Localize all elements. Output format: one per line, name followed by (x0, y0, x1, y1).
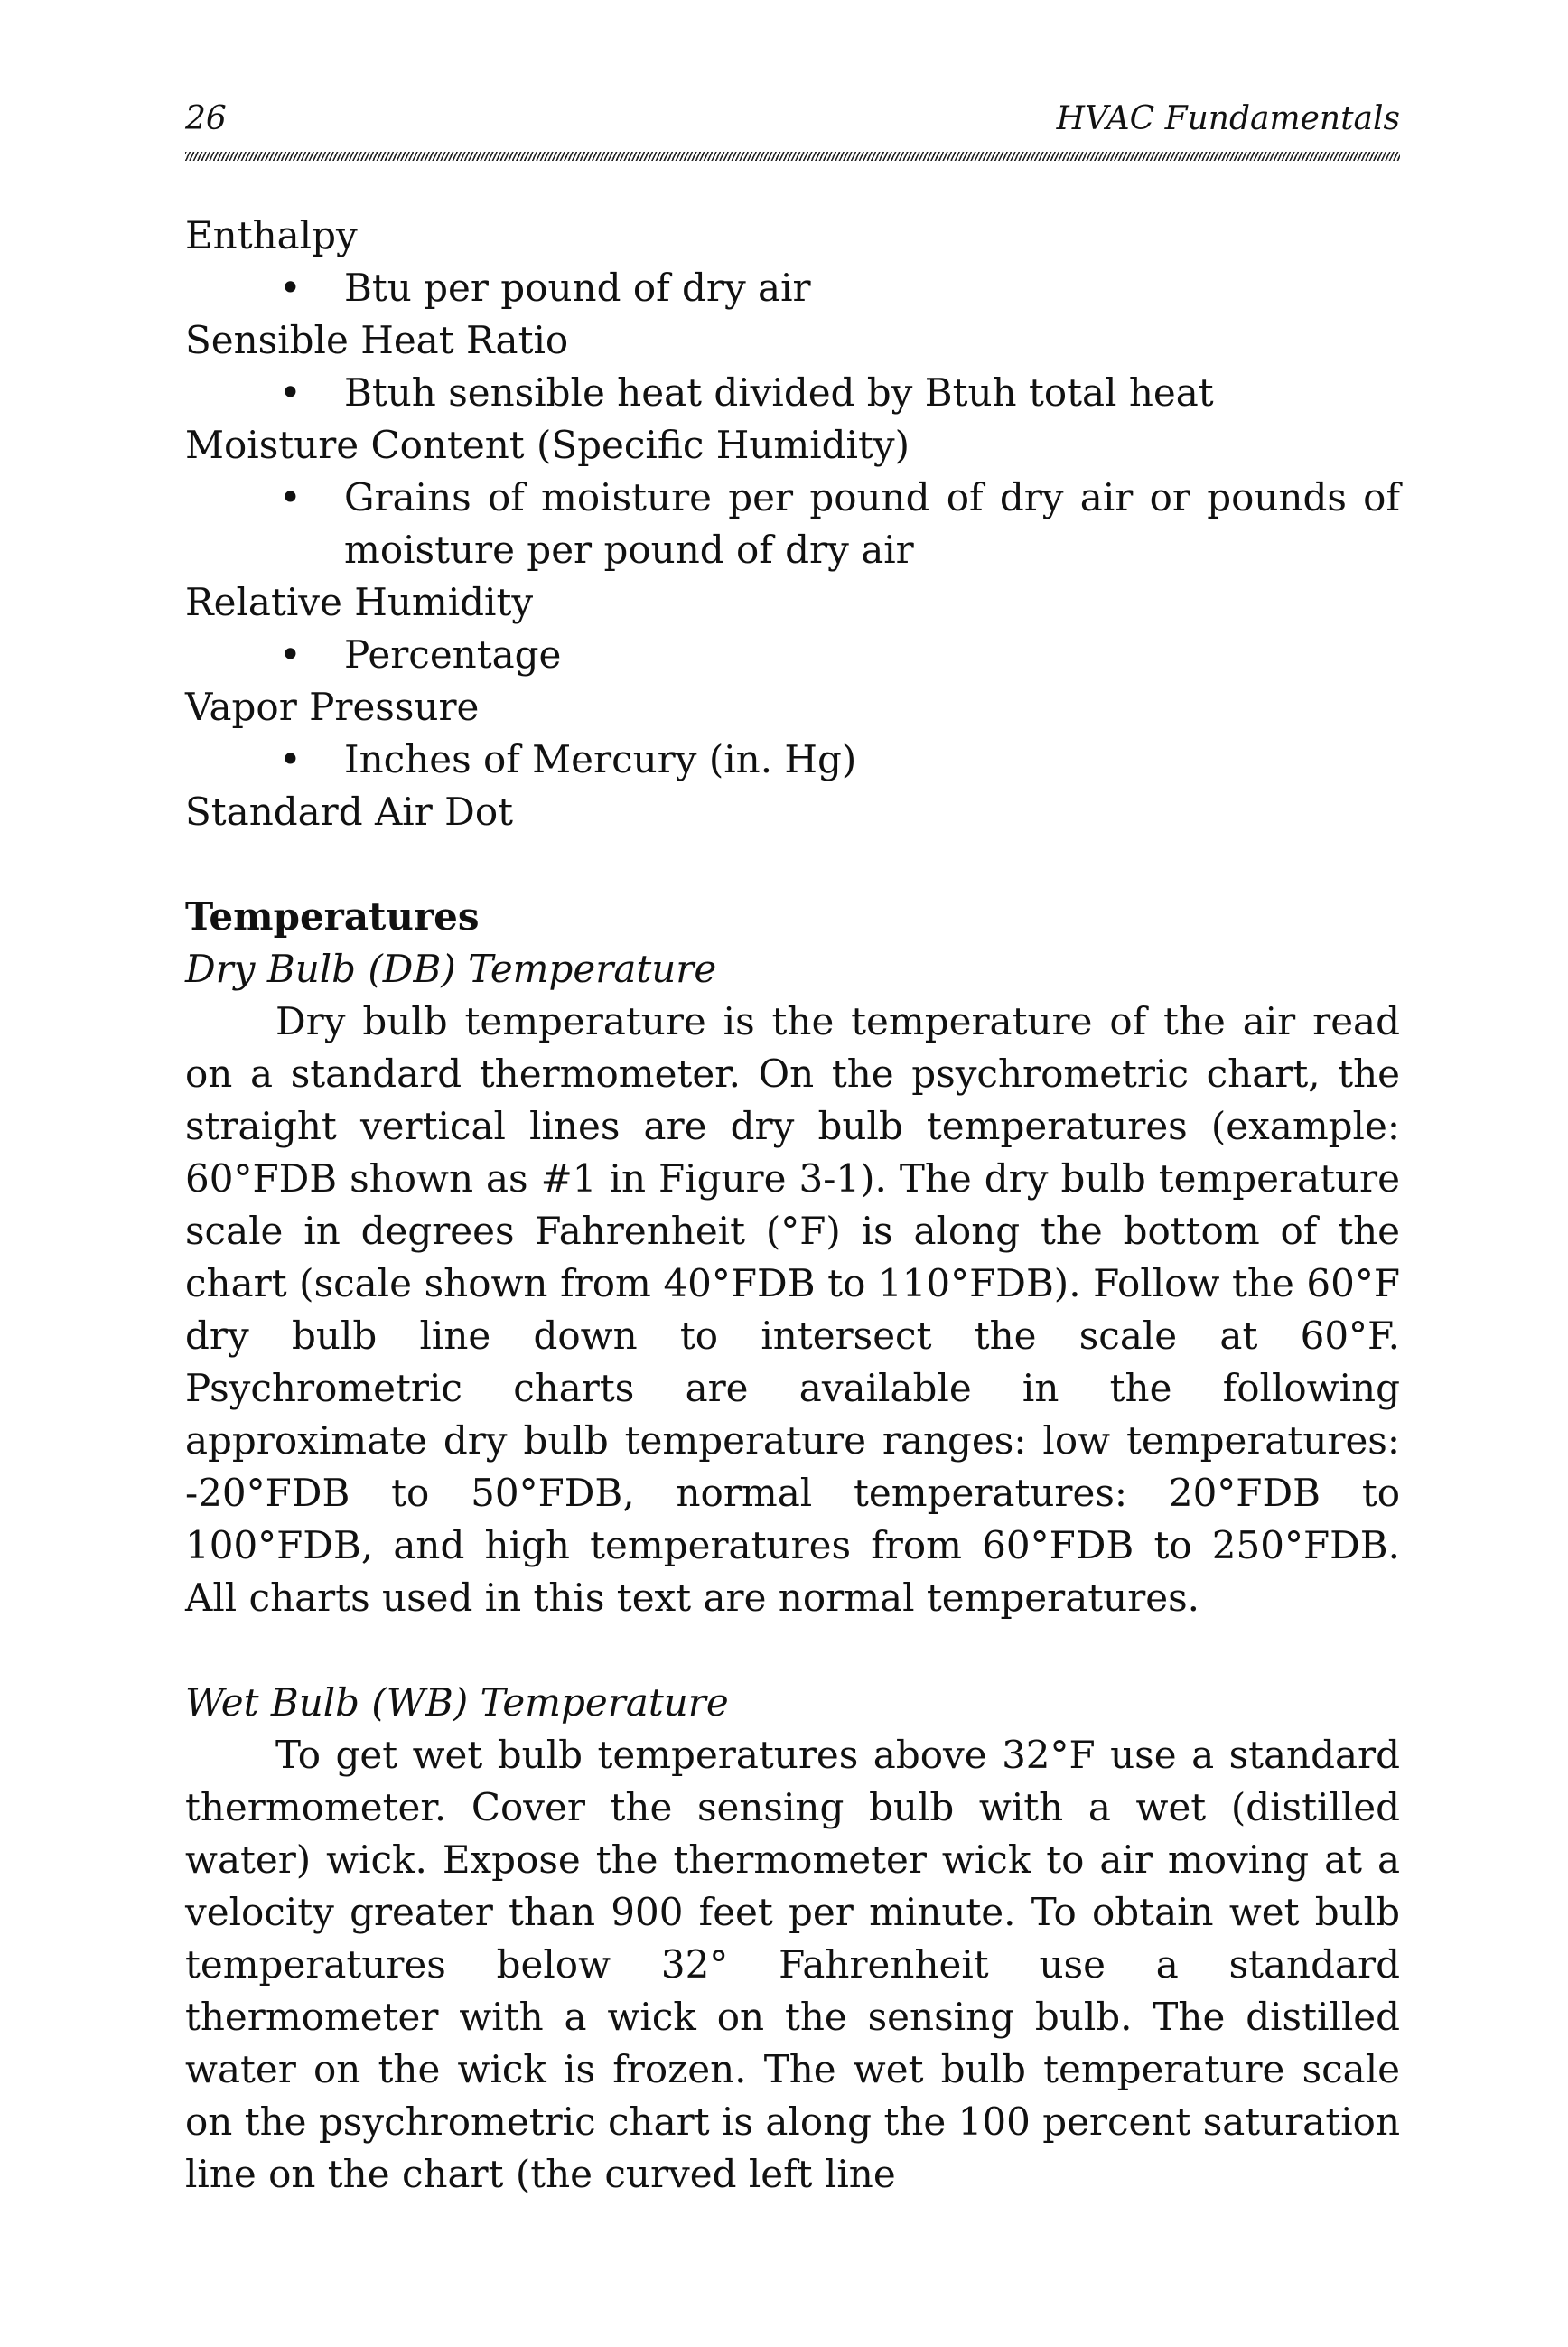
term-standard-air-dot: Standard Air Dot (185, 790, 514, 834)
subheading-wet-bulb: Wet Bulb (WB) Temperature (185, 1680, 729, 1725)
bullet-icon: • (279, 737, 302, 781)
bullet-text: Grains of moisture per pound of dry air or pounds of moisture per pound of dry air (344, 475, 1400, 572)
term-moisture-content: Moisture Content (Specific Humidity) (185, 423, 910, 467)
bullet-moisture-content (185, 472, 1400, 576)
term-enthalpy: Enthalpy (185, 213, 358, 257)
bullet-sensible-heat-ratio (185, 367, 1400, 419)
page-number: 26 (185, 100, 227, 137)
paragraph-gap (185, 1624, 1400, 1677)
bullet-icon: • (279, 632, 302, 677)
running-title: HVAC Fundamentals (1056, 100, 1400, 137)
header-rule (185, 152, 1400, 161)
bullet-text: Inches of Mercury (in. Hg) (344, 737, 857, 781)
bullet-vapor-pressure (185, 734, 1400, 786)
term-relative-humidity: Relative Humidity (185, 580, 534, 624)
page-content (185, 210, 1400, 2201)
paragraph-wet-bulb: To get wet bulb temperatures above 32°F use a standard thermometer. Cover the sensing bulb with a wet (distilled water) wick. Expose the thermometer wick to air moving at a velocity greater than 900 feet per minute. To obtain wet bulb temperatures below 32° Fahrenheit use a standard thermometer with a wick on the sensing bulb. The distilled water on the wick is frozen. The wet bulb temperature scale on the psychrometric chart is along the 100 percent saturation line on the chart (the curved left line (185, 1733, 1400, 2196)
paragraph-dry-bulb: Dry bulb temperature is the temperature of the air read on a standard thermometer. On the psychrometric chart, the straight vertical lines are dry bulb temperatures (example: 60°FDB shown as #1 in Figure 3-1). The dry bulb temperature scale in degrees Fahrenheit (°F) is along the bottom of the chart (scale shown from 40°FDB to 110°FDB). Follow the 60°F dry bulb line down to intersect the scale at 60°F. Psychrometric charts are available in the following approximate dry bulb temperature ranges: low temperatures: -20°FDB to 50°FDB, normal temperatures: 20°FDB to 100°FDB, and high temperatures from 60°FDB to 250°FDB. All charts used in this text are normal temperatures. (185, 999, 1400, 1620)
subheading-dry-bulb: Dry Bulb (DB) Temperature (185, 947, 717, 991)
bullet-text: Btuh sensible heat divided by Btuh total heat (344, 370, 1214, 415)
page-header (185, 98, 1400, 152)
term-sensible-heat-ratio: Sensible Heat Ratio (185, 318, 569, 362)
bullet-relative-humidity (185, 629, 1400, 681)
section-heading-temperatures: Temperatures (185, 894, 480, 939)
bullet-icon: • (279, 475, 302, 519)
bullet-icon: • (279, 266, 302, 310)
bullet-text: Btu per pound of dry air (344, 266, 811, 310)
bullet-icon: • (279, 370, 302, 415)
term-vapor-pressure: Vapor Pressure (185, 685, 480, 729)
bullet-enthalpy (185, 262, 1400, 314)
bullet-text: Percentage (344, 632, 562, 677)
